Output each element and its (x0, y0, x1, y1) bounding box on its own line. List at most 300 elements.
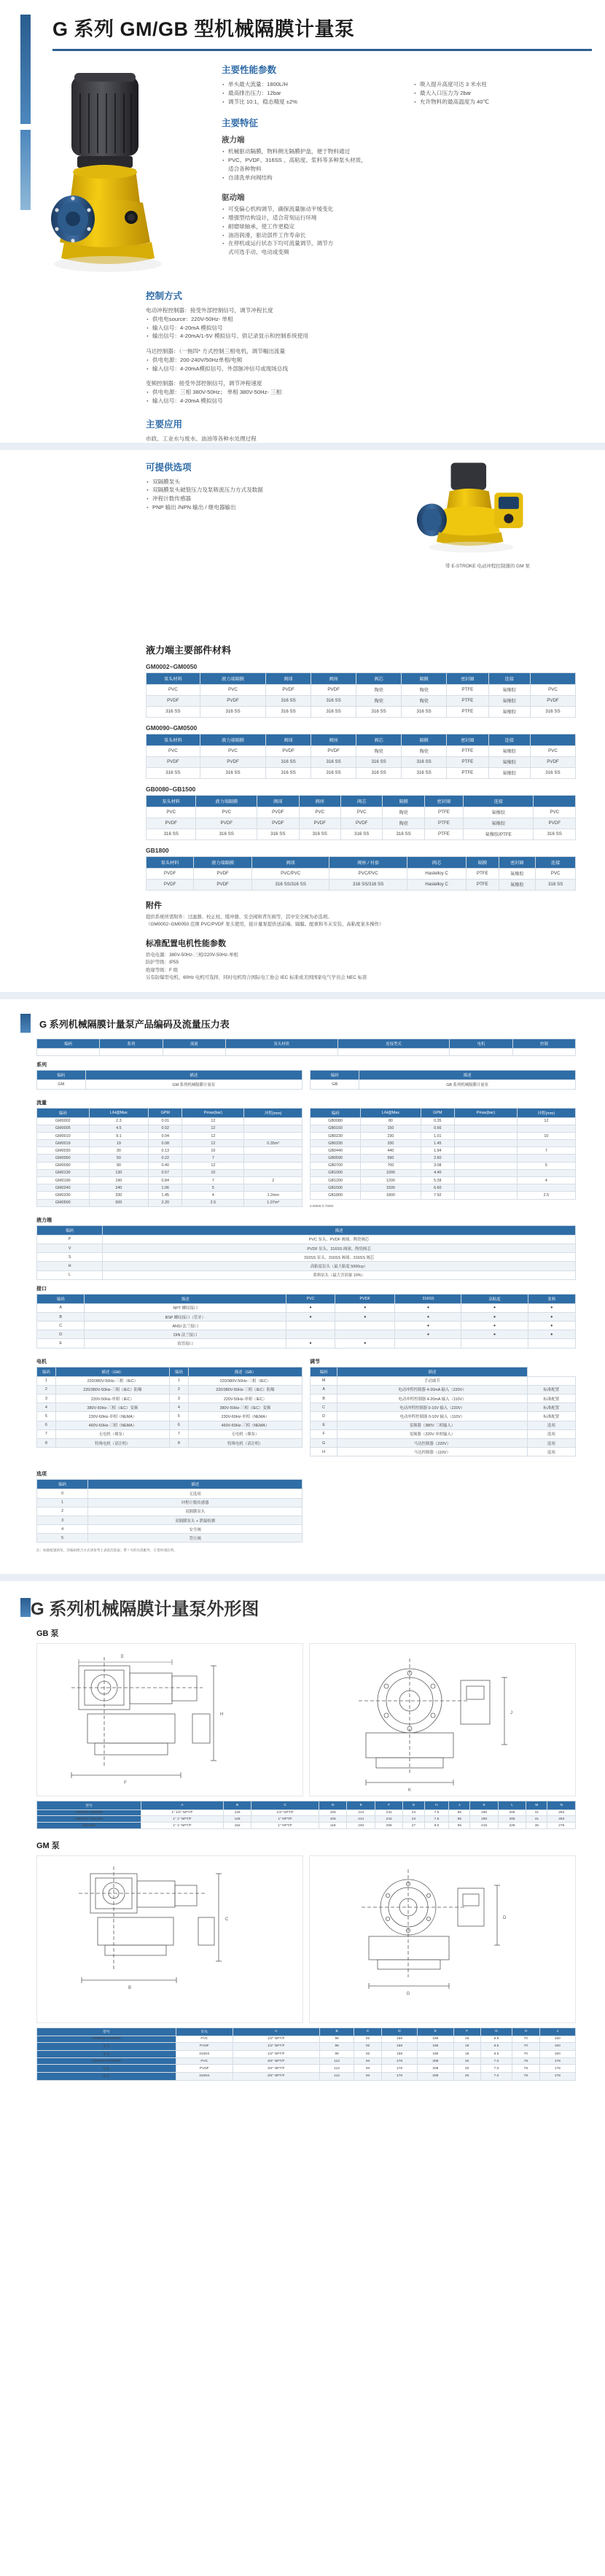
flow-label: 流量 (36, 1100, 47, 1106)
cell: PTFE (447, 756, 488, 767)
cell: 7 (182, 1177, 244, 1184)
cell (286, 1330, 335, 1339)
col-head: M (526, 1801, 547, 1809)
col-head: 泵头材料 (147, 795, 196, 807)
cell: PVC (536, 868, 576, 879)
cell: 12 (182, 1162, 244, 1169)
cell (244, 1162, 302, 1169)
cell: 泵头 (37, 2042, 176, 2050)
cell: 7.0 (480, 2058, 512, 2065)
table-row (37, 2042, 576, 2050)
table-row (147, 745, 576, 756)
cell: 380V-50Hz-三相（IEC）变频 (188, 1403, 302, 1412)
motorspec-item: 供电电源：380V-50Hz-三相/220V-50Hz-单相 (146, 953, 238, 958)
col-head: 阀座 / 衬套 (329, 856, 407, 868)
cell: 8 (169, 1438, 188, 1447)
col-head: 控制 (512, 1039, 575, 1049)
cell: 316 SS (266, 767, 311, 778)
applications-heading: 主要应用 (146, 419, 183, 430)
svg-text:K: K (407, 1788, 412, 1793)
coding-heading: G 系列机械隔膜计量泵产品编码及流量压力表 (39, 1018, 230, 1030)
col-head: C (251, 1801, 319, 1809)
cell: 氟橡胶 (488, 695, 530, 706)
cell (225, 1049, 337, 1056)
col-head: D (381, 2028, 417, 2036)
table-row (147, 807, 576, 818)
col-head: 连接 (536, 856, 576, 868)
cell: 特殊电机（请注明） (188, 1438, 302, 1447)
options-tbl-label: 选项 (36, 1472, 47, 1478)
table-row (37, 1155, 302, 1162)
cell: 4 (37, 1525, 88, 1534)
cell: 70 (512, 2036, 539, 2043)
cell: PVC/PVC (251, 868, 329, 879)
freq-ctrl-list (146, 388, 590, 406)
cell: F (311, 1429, 337, 1438)
cell: PVDF (266, 684, 311, 695)
drive-end-list (222, 205, 593, 257)
cell: 电动冲程控制器 0-10V 输入（220V） (337, 1403, 527, 1412)
cell: 316 SS (311, 695, 356, 706)
cell: PVDF (147, 818, 196, 829)
col-head: 316SS (395, 1294, 461, 1303)
table-row (37, 1816, 576, 1823)
cell: PVC (340, 807, 382, 818)
code-structure-table (36, 1039, 576, 1056)
cell: 3/4" NPT/F (233, 2058, 319, 2065)
table-row (311, 1169, 576, 1176)
table-row (311, 1448, 576, 1456)
cell: 2 (169, 1385, 188, 1394)
cell: 112 (319, 2065, 354, 2073)
cell: 316 SS (147, 706, 200, 717)
table-row (37, 1192, 302, 1199)
cell: GB 系列机械隔膜计量泵 (359, 1080, 576, 1089)
cell: ● (286, 1303, 335, 1312)
table-row (147, 706, 576, 717)
table-row (311, 1080, 576, 1089)
cell: PVDF (299, 818, 340, 829)
options-table (36, 1479, 302, 1543)
option-item: · 双隔膜泵头 (146, 478, 452, 486)
cell: GM0130 (37, 1169, 90, 1176)
col-head: C (354, 2028, 381, 2036)
feature-item: 式可选手动、电动或变频 (228, 249, 289, 256)
cell: 安全阀 (88, 1525, 302, 1534)
table-row (37, 1162, 302, 1169)
col-head: H (424, 1801, 449, 1809)
cell: 230V-60Hz-单相（NEMA） (188, 1412, 302, 1421)
cell: 选项 (527, 1421, 575, 1429)
cell: 7.5 (424, 1816, 449, 1823)
series-table-gb (310, 1070, 576, 1089)
cell: 23 (403, 1816, 424, 1823)
material-table-block (146, 724, 576, 779)
cell: 变频器（220V 单相输入） (337, 1429, 527, 1438)
cell: PVDF (147, 879, 194, 890)
performance-list-right (413, 80, 593, 106)
cell: Hastelloy C (407, 868, 466, 879)
table-row (147, 684, 576, 695)
cell: 氟橡胶 (488, 767, 530, 778)
table-row (37, 1507, 302, 1516)
col-head: H (512, 2028, 539, 2036)
table-row (37, 1376, 302, 1385)
control-item: · 输出信号：4-20mA/1-5V 模拟信号、供记录显示和控制系统使用 (146, 332, 590, 341)
gb-drawing-left (36, 1643, 303, 1796)
cell: 1.07m³ (244, 1199, 302, 1206)
col-head: 隔膜 (383, 795, 424, 807)
cell (517, 1140, 575, 1147)
cell: 氟橡胶 (464, 807, 534, 818)
cell: 1 (37, 1498, 88, 1507)
cell: 7 (37, 1429, 56, 1438)
table-row (37, 2050, 576, 2058)
col-head: J (539, 2028, 575, 2036)
cell: 1/2" NPT/F (233, 2050, 319, 2058)
cell: 1000 (361, 1169, 421, 1176)
col-head: 描述 (85, 1294, 286, 1303)
cell: PVDF (200, 756, 265, 767)
cell: 软管接口 (85, 1339, 286, 1348)
cell: PTFE (467, 868, 499, 879)
cell: 78 (512, 2058, 539, 2065)
col-head: 密封圈 (447, 734, 488, 745)
cell: 氟橡胶 (488, 745, 530, 756)
cell: PVC (176, 2058, 233, 2065)
cell: GM0330 (37, 1192, 90, 1199)
cell: 背压阀 (88, 1534, 302, 1543)
cell: 12 (182, 1117, 244, 1125)
cell: 7 (517, 1147, 575, 1155)
material-table (146, 795, 576, 840)
cell: 6.5 (480, 2050, 512, 2058)
cell: GB1800 (37, 1823, 141, 1829)
table-row (37, 1385, 302, 1394)
col-head: 连接 (488, 672, 530, 684)
cell: 178 (539, 2058, 575, 2065)
cell: 18 (453, 2042, 480, 2050)
cell: 6 (169, 1421, 188, 1429)
cell: 4 (182, 1192, 244, 1199)
cell: 220/380V-50Hz-三相（IEC） (188, 1376, 302, 1385)
cell: 85 (449, 1816, 470, 1823)
table-row (37, 1312, 576, 1321)
cell (455, 1192, 518, 1199)
cell: 0.02 (149, 1125, 182, 1132)
cell: 0.22 (149, 1155, 182, 1162)
material-table-block (146, 663, 576, 718)
table-row (311, 1192, 576, 1199)
cell: 0.13 (149, 1147, 182, 1155)
col-head: 密封圈 (499, 856, 536, 868)
cell: ● (528, 1322, 575, 1330)
cell: 190 (470, 1816, 498, 1823)
cell: 3/4" NPT/F (233, 2072, 319, 2080)
cell: 2.3 (89, 1117, 149, 1125)
cell (455, 1140, 518, 1147)
cell: 70 (512, 2050, 539, 2058)
cell: ● (335, 1303, 395, 1312)
table-row (311, 1438, 576, 1447)
table-row (37, 1049, 576, 1056)
cell: GB1000 (311, 1169, 361, 1176)
cell: 5 (517, 1162, 575, 1169)
cell: PTFE (467, 879, 499, 890)
cell: 5 (169, 1412, 188, 1421)
col-head: 液力端隔膜 (196, 795, 257, 807)
col-head: 液力端隔膜 (194, 856, 252, 868)
cell (286, 1322, 335, 1330)
table-row (37, 1516, 302, 1524)
cell: 240 (347, 1823, 375, 1829)
cell: 105 (319, 1816, 347, 1823)
cell: 泵头 (37, 2050, 176, 2058)
cell: ● (335, 1339, 395, 1348)
table-row (311, 1421, 576, 1429)
cell: 3 (169, 1394, 188, 1403)
col-head: 冲程(mm) (244, 1108, 302, 1117)
dimensions-section (0, 1587, 605, 2095)
col-head: 编码 (311, 1108, 361, 1117)
col-head: 冲程(mm) (517, 1108, 575, 1117)
cell: M (311, 1376, 337, 1385)
cell: 316 SS (200, 706, 265, 717)
cell: PTFE (447, 706, 488, 717)
cell (450, 1049, 512, 1056)
col-head: L (498, 1801, 526, 1809)
cell: 8 (37, 1438, 56, 1447)
cell: 1 (169, 1376, 188, 1385)
cell: A (311, 1385, 337, 1394)
cell: 选项 (527, 1448, 575, 1456)
cell: 96 (319, 2036, 354, 2043)
perf-item: · 调节比 10:1，稳态精度 ±2% (222, 98, 402, 106)
col-head: PVDF (335, 1294, 395, 1303)
cell: 80 (361, 1117, 421, 1125)
cell: 208 (418, 2058, 453, 2065)
cell: D (37, 1330, 85, 1339)
adjust-label: 调节 (310, 1359, 320, 1365)
cell: 标准配置 (527, 1394, 575, 1403)
col-head: 隔膜 (467, 856, 499, 868)
material-table (146, 672, 576, 718)
coding-section (0, 1006, 605, 1565)
cell: 马达控制器（220V） (337, 1438, 527, 1447)
col-head: 编码 (37, 1480, 88, 1489)
cell (455, 1117, 518, 1125)
cell: 2 (37, 1507, 88, 1516)
table-row (37, 1809, 576, 1816)
options-section (0, 450, 605, 632)
col-head: 阀座 (311, 734, 356, 745)
motorspec-list (146, 952, 576, 982)
cell: GM0005 (37, 1125, 90, 1132)
cell: 6.5 (480, 2042, 512, 2050)
hydraulic-end-list (222, 147, 593, 182)
cell: GM (37, 1080, 86, 1089)
materials-heading: 液力端主要部件材料 (146, 644, 232, 656)
col-head: 编码 (311, 1367, 337, 1376)
gb-dimension-table (36, 1801, 576, 1829)
cell: 12 (182, 1140, 244, 1147)
motor-table (36, 1367, 302, 1448)
applications-text: 市政、工业水与废水、油油等各种水处理过程 (146, 435, 257, 442)
table-row (311, 1184, 576, 1192)
cell: 1.94 (421, 1147, 454, 1155)
cell (512, 1049, 575, 1056)
hero-section (0, 0, 605, 443)
table-row (37, 1080, 302, 1089)
cell: GM 系列机械隔膜计量泵 (85, 1080, 302, 1089)
motorspec-heading: 标准配置电机性能参数 (146, 939, 226, 949)
cell: GB1500 (311, 1184, 361, 1192)
cell: PVDF (194, 868, 252, 879)
cell: 1" 1" NPT/F (141, 1816, 224, 1823)
cell: 316 SS/316 SS (329, 879, 407, 890)
cell: 214 (347, 1809, 375, 1816)
table-row (37, 1270, 576, 1279)
cell: GB0230 (311, 1132, 361, 1139)
cell: 1" 1" NPT/F (141, 1823, 224, 1829)
cell: ANSI 法兰接口 (85, 1322, 286, 1330)
cell: 陶瓷 (356, 745, 402, 756)
cell: 5 (37, 1534, 88, 1543)
cell: 94 (354, 2072, 381, 2080)
cell: 160 (539, 2050, 575, 2058)
cell: GM0240 (37, 1184, 90, 1192)
cell: 316 SS/316 SS (251, 879, 329, 890)
cell: 316SS (176, 2050, 233, 2058)
cell: 316 SS (356, 756, 402, 767)
cell: 1.2mm (244, 1192, 302, 1199)
cell: 316 SS (196, 829, 257, 839)
table-row (37, 1184, 302, 1192)
cell: 氟橡胶 (464, 818, 534, 829)
cell: 220V-50Hz-单相（IEC） (188, 1394, 302, 1403)
cell: 27 (403, 1823, 424, 1829)
cell: 158 (381, 2036, 417, 2043)
notes-section (146, 899, 576, 982)
table-row (37, 1403, 302, 1412)
table-row (37, 1525, 302, 1534)
cell: GB0080~GB0590 (37, 1809, 141, 1816)
cell: B (37, 1312, 85, 1321)
cell (337, 1049, 450, 1056)
cell: 316 SS (356, 706, 402, 717)
cell (244, 1132, 302, 1139)
section-divider (0, 443, 605, 450)
cell: PVDF (257, 807, 299, 818)
cell: 氟橡胶/PTFE (464, 829, 534, 839)
cell: PVDF (530, 756, 575, 767)
col-head: 阀座 (299, 795, 340, 807)
cell: 316 SS (530, 767, 575, 778)
material-model-label: GB0080~GB1500 (146, 785, 196, 793)
cell: 158 (381, 2050, 417, 2058)
table-row (147, 818, 576, 829)
material-model-label: GB1800 (146, 846, 169, 854)
svg-text:B: B (128, 1985, 132, 1990)
col-head: D (319, 1801, 347, 1809)
gm-drawing-left (36, 1855, 303, 2023)
col-head: 描述 (88, 1480, 302, 1489)
col-head: 编码 (311, 1071, 359, 1080)
cell: 1/2" NPT/F (251, 1809, 319, 1816)
table-row (147, 767, 576, 778)
col-head: F (375, 1801, 402, 1809)
product-photo-estroke (404, 457, 571, 569)
control-item: · 输入信号：4-20mA 模拟信号 (146, 324, 590, 333)
hydraulic-end-label: 液力端 (222, 136, 245, 145)
gb-drawing-right (309, 1643, 576, 1796)
col-head: 密封圈 (424, 795, 463, 807)
cell: 95 (449, 1823, 470, 1829)
cell: 19 (89, 1140, 149, 1147)
cell: 1800 (361, 1192, 421, 1199)
cell: 178 (539, 2065, 575, 2073)
cell: 268 (375, 1823, 402, 1829)
col-head: 编码 (37, 1039, 100, 1049)
col-head: G (403, 1801, 424, 1809)
cell: B (311, 1394, 337, 1403)
cell (244, 1169, 302, 1176)
table-row (311, 1177, 576, 1184)
cell: 7.0 (480, 2072, 512, 2080)
feature-item: · 可变偏心机构调节，确保流量脉动平缓变化 (222, 205, 593, 214)
cell: ● (528, 1312, 575, 1321)
cell: 0.08 (149, 1140, 182, 1147)
cell: 12 (182, 1132, 244, 1139)
cell: 1.06 (149, 1184, 182, 1192)
cell: 152 (223, 1823, 251, 1829)
cell: 1" 1/2" NPT/F (141, 1809, 224, 1816)
cell: 380V-50Hz-三相（IEC）变频 (55, 1403, 169, 1412)
cell: 316 SS (147, 767, 200, 778)
cell: 316 SS (200, 767, 265, 778)
cell: 316 SS (257, 829, 299, 839)
cell: 1200 (361, 1177, 421, 1184)
coding-note: 注：标准配置的泵，其编码组合方式请参考上表依次选取；带 * 号的为选配件，订货时请注明。 (36, 1548, 177, 1553)
cell: 3 (37, 1516, 88, 1524)
cell: 178 (381, 2072, 417, 2080)
cell: GM0010 (37, 1132, 90, 1139)
col-head: 泵头材料 (147, 856, 194, 868)
feature-item: · 在停机或运行状态下均可流量调节，调节方 (222, 239, 593, 248)
cell: 278 (547, 1823, 576, 1829)
cell: 316 SS (536, 879, 576, 890)
col-head (530, 734, 575, 745)
cell: 马达控制器（110V） (337, 1448, 527, 1456)
product-photo-main (29, 63, 211, 282)
cell: GM0190 (37, 1177, 90, 1184)
cell: 460V-60Hz-三相（NEMA） (188, 1421, 302, 1429)
col-head: 编码 (37, 1225, 103, 1235)
cell: 6.60 (421, 1184, 454, 1192)
col-head: 编码 (37, 1294, 85, 1303)
dimensions-heading: G 系列机械隔膜计量泵外形图 (31, 1599, 259, 1620)
cell: 316 SS (299, 829, 340, 839)
col-head: L/H@Max (361, 1108, 421, 1117)
cell: 205 (498, 1809, 526, 1816)
motor-ctrl-list (146, 356, 590, 373)
table-row (37, 2036, 576, 2043)
cell (517, 1155, 575, 1162)
cell: 23 (403, 1809, 424, 1816)
cell: 陶瓷 (356, 684, 402, 695)
col-head: 阀芯 (340, 795, 382, 807)
cell: 230V-60Hz-单相（NEMA） (55, 1412, 169, 1421)
